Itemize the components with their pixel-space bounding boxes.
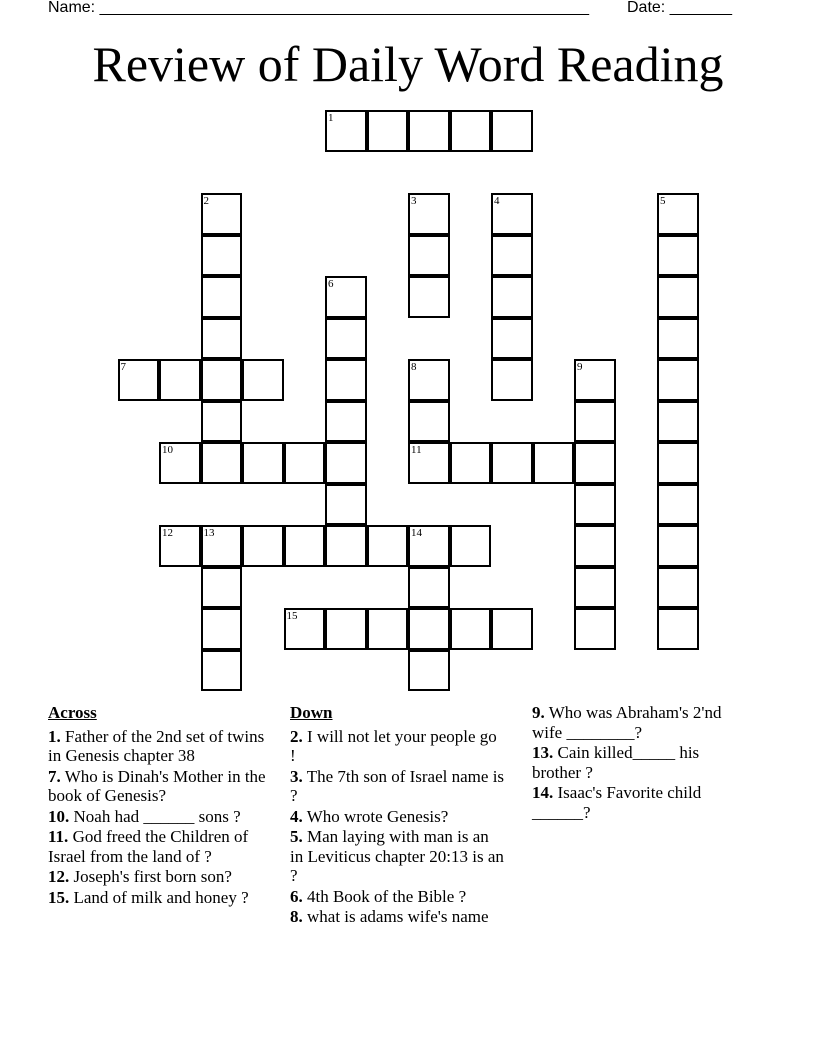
clue-item-text: I will not let your people go ! bbox=[290, 726, 497, 765]
grid-cell[interactable] bbox=[242, 442, 284, 484]
clue-item bbox=[48, 888, 273, 908]
down-clue-list bbox=[290, 727, 505, 927]
clue-item bbox=[48, 727, 273, 766]
clue-item-text: Land of milk and honey ? bbox=[69, 887, 249, 907]
clue-item bbox=[290, 887, 505, 907]
grid-cell[interactable] bbox=[491, 235, 533, 277]
grid-cell[interactable] bbox=[408, 401, 450, 443]
clue-item-number: 3. bbox=[290, 766, 303, 786]
clue-item-number: 6. bbox=[290, 886, 303, 906]
grid-cell[interactable] bbox=[408, 276, 450, 318]
grid-cell[interactable] bbox=[450, 110, 492, 152]
page-title: Review of Daily Word Reading bbox=[92, 36, 724, 92]
grid-cell[interactable] bbox=[450, 442, 492, 484]
name-field: Name: _______________________________________________________ bbox=[48, 0, 589, 16]
clue-item-number: 14. bbox=[532, 783, 554, 802]
across-clue-list bbox=[48, 727, 273, 908]
clue-item-text: Man laying with man is an in Leviticus chapter 20:13 is an ? bbox=[290, 827, 504, 885]
clue-number: 2 bbox=[203, 195, 209, 207]
clue-number: 3 bbox=[411, 195, 417, 207]
grid-cell[interactable] bbox=[657, 318, 699, 360]
clue-item-number: 5. bbox=[290, 827, 303, 846]
grid-cell[interactable] bbox=[491, 359, 533, 401]
grid-cell[interactable] bbox=[325, 525, 367, 567]
grid-cell[interactable] bbox=[408, 650, 450, 692]
clue-number: 5 bbox=[660, 195, 666, 207]
clue-item-number: 13. bbox=[532, 743, 554, 762]
clue-item-number: 4. bbox=[290, 806, 303, 826]
clue-number: 9 bbox=[577, 361, 583, 373]
clue-item bbox=[532, 783, 747, 822]
down-clues bbox=[290, 703, 505, 928]
grid-cell[interactable] bbox=[657, 608, 699, 650]
grid-cell[interactable] bbox=[408, 193, 450, 235]
grid-cell[interactable] bbox=[657, 567, 699, 609]
clue-item bbox=[290, 767, 505, 806]
clue-item bbox=[48, 767, 273, 806]
clue-item-number: 7. bbox=[48, 766, 61, 786]
grid-cell[interactable] bbox=[408, 359, 450, 401]
grid-cell[interactable] bbox=[325, 110, 367, 152]
grid-cell[interactable] bbox=[367, 110, 409, 152]
clue-item-text: Who is Dinah's Mother in the book of Genesis? bbox=[48, 766, 266, 805]
grid-cell[interactable] bbox=[408, 110, 450, 152]
grid-cell[interactable] bbox=[242, 359, 284, 401]
across-clues bbox=[48, 703, 273, 908]
clue-item bbox=[290, 727, 505, 766]
grid-cell[interactable] bbox=[325, 359, 367, 401]
grid-cell[interactable] bbox=[201, 276, 243, 318]
clue-item-text: Joseph's first born son? bbox=[69, 867, 232, 886]
grid-cell[interactable] bbox=[657, 359, 699, 401]
grid-cell[interactable] bbox=[201, 608, 243, 650]
grid-cell[interactable] bbox=[657, 442, 699, 484]
grid-cell[interactable] bbox=[491, 276, 533, 318]
clue-item-text: Who wrote Genesis? bbox=[302, 806, 449, 826]
down-clue-list-continued bbox=[532, 703, 747, 822]
clue-item bbox=[290, 907, 505, 927]
clue-item-text: Isaac's Favorite child ______? bbox=[532, 783, 702, 822]
clue-number: 6 bbox=[328, 278, 334, 290]
clue-item-number: 2. bbox=[290, 726, 303, 746]
grid-cell[interactable] bbox=[201, 235, 243, 277]
clue-item-number: 10. bbox=[48, 806, 70, 826]
grid-cell[interactable] bbox=[574, 567, 616, 609]
grid-cell[interactable] bbox=[367, 608, 409, 650]
grid-cell[interactable] bbox=[367, 525, 409, 567]
grid-cell[interactable] bbox=[201, 193, 243, 235]
clue-number: 1 bbox=[328, 112, 334, 124]
grid-cell[interactable] bbox=[408, 608, 450, 650]
grid-cell[interactable] bbox=[450, 608, 492, 650]
grid-cell[interactable] bbox=[574, 484, 616, 526]
grid-cell[interactable] bbox=[408, 235, 450, 277]
grid-cell[interactable] bbox=[574, 359, 616, 401]
grid-cell[interactable] bbox=[325, 484, 367, 526]
clue-item bbox=[290, 807, 505, 827]
clue-number: 14 bbox=[411, 527, 422, 539]
clue-item bbox=[48, 827, 273, 866]
grid-cell[interactable] bbox=[159, 442, 201, 484]
clue-item-text: 4th Book of the Bible ? bbox=[302, 886, 467, 906]
grid-cell[interactable] bbox=[533, 442, 575, 484]
clue-item-number: 1. bbox=[48, 726, 61, 746]
clue-item-number: 8. bbox=[290, 907, 303, 926]
grid-cell[interactable] bbox=[450, 525, 492, 567]
clue-item bbox=[290, 827, 505, 886]
grid-cell[interactable] bbox=[325, 608, 367, 650]
clue-number: 12 bbox=[162, 527, 173, 539]
grid-cell[interactable] bbox=[408, 567, 450, 609]
grid-cell[interactable] bbox=[574, 442, 616, 484]
clue-item-text: Noah had ______ sons ? bbox=[69, 806, 241, 826]
clue-item-number: 11. bbox=[48, 827, 69, 846]
grid-cell[interactable] bbox=[201, 442, 243, 484]
clue-item-text: Cain killed_____ his brother ? bbox=[532, 743, 700, 782]
grid-cell[interactable] bbox=[325, 318, 367, 360]
clue-number: 15 bbox=[286, 610, 298, 622]
clue-item-number: 15. bbox=[48, 887, 70, 907]
clue-item-text: God freed the Children of Israel from the land of ? bbox=[48, 827, 249, 866]
grid-cell[interactable] bbox=[201, 359, 243, 401]
grid-cell[interactable] bbox=[491, 442, 533, 484]
grid-cell[interactable] bbox=[491, 110, 533, 152]
grid-cell[interactable] bbox=[491, 318, 533, 360]
grid-cell[interactable] bbox=[325, 401, 367, 443]
clue-number: 4 bbox=[494, 195, 500, 207]
grid-cell[interactable] bbox=[574, 401, 616, 443]
clue-number: 10 bbox=[162, 444, 173, 456]
clue-number: 11 bbox=[411, 444, 422, 456]
grid-cell[interactable] bbox=[657, 276, 699, 318]
clue-number: 8 bbox=[411, 361, 417, 373]
clue-item bbox=[532, 703, 747, 742]
grid-cell[interactable] bbox=[242, 525, 284, 567]
grid-cell[interactable] bbox=[201, 318, 243, 360]
clue-item bbox=[48, 807, 273, 827]
clue-item-number: 12. bbox=[48, 867, 70, 886]
clue-item-text: Who was Abraham's 2'nd wife ________? bbox=[532, 703, 722, 742]
grid-cell[interactable] bbox=[657, 484, 699, 526]
grid-cell[interactable] bbox=[491, 608, 533, 650]
grid-cell[interactable] bbox=[657, 401, 699, 443]
down-clues-continued bbox=[532, 703, 747, 823]
grid-cell[interactable] bbox=[408, 442, 450, 484]
grid-cell[interactable] bbox=[491, 193, 533, 235]
grid-cell[interactable] bbox=[201, 567, 243, 609]
clue-item-number: 9. bbox=[532, 703, 545, 722]
grid-cell[interactable] bbox=[284, 525, 326, 567]
across-heading: Across bbox=[48, 703, 97, 722]
clue-item bbox=[532, 743, 747, 782]
clue-number: 13 bbox=[203, 527, 215, 539]
clue-item-text: what is adams wife's name bbox=[302, 907, 489, 926]
down-heading: Down bbox=[290, 703, 333, 722]
date-field: Date: _______ bbox=[627, 0, 732, 16]
grid-cell[interactable] bbox=[201, 650, 243, 692]
grid-cell[interactable] bbox=[657, 525, 699, 567]
clue-item-text: Father of the 2nd set of twins in Genesis chapter 38 bbox=[48, 726, 265, 765]
grid-cell[interactable] bbox=[159, 359, 201, 401]
clue-number: 7 bbox=[120, 361, 126, 373]
grid-cell[interactable] bbox=[657, 235, 699, 277]
grid-cell[interactable] bbox=[201, 525, 243, 567]
grid-cell[interactable] bbox=[284, 442, 326, 484]
grid-cell[interactable] bbox=[657, 193, 699, 235]
grid-cell[interactable] bbox=[325, 442, 367, 484]
grid-cell[interactable] bbox=[574, 525, 616, 567]
grid-cell[interactable] bbox=[408, 525, 450, 567]
clue-item bbox=[48, 867, 273, 887]
grid-cell[interactable] bbox=[284, 608, 326, 650]
grid-cell[interactable] bbox=[201, 401, 243, 443]
clue-item-text: The 7th son of Israel name is ? bbox=[290, 766, 505, 805]
grid-cell[interactable] bbox=[574, 608, 616, 650]
grid-cell[interactable] bbox=[325, 276, 367, 318]
grid-cell[interactable] bbox=[159, 525, 201, 567]
grid-cell[interactable] bbox=[118, 359, 160, 401]
